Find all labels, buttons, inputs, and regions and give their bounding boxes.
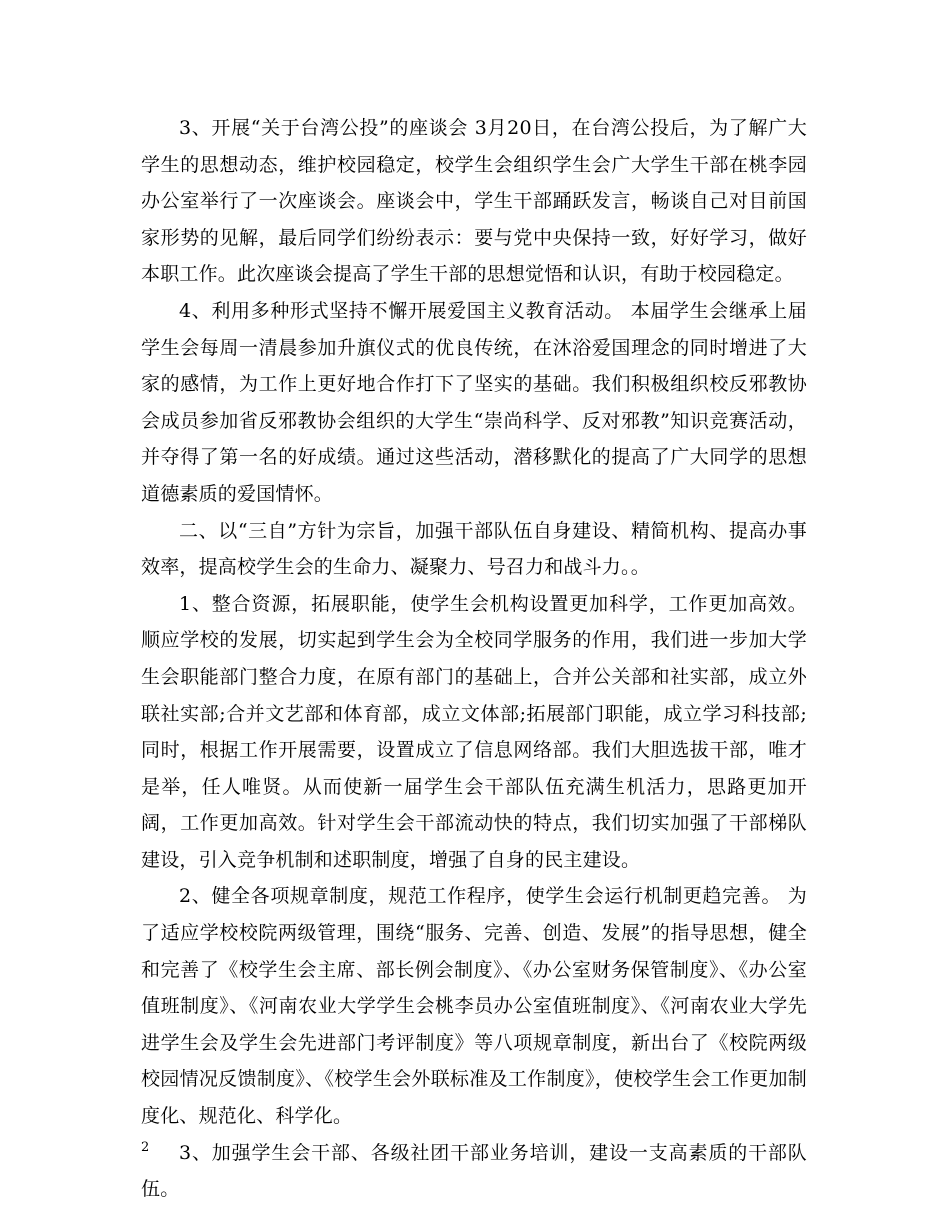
- paragraph: 1、整合资源，拓展职能，使学生会机构设置更加科学，工作更加高效。 顺应学校的发展，切实起到学生会为全校同学服务的作用，我们进一步加大学生会职能部门整合力度，在原有部门的基础上，合并公关部和社实部，成立外联社实部;合并文艺部和体育部，成立文体部;拓展部门职能，成立学习科技部;同时，根据工作开展需要，设置成立了信息网络部。我们大胆选拔干部，唯才是举，任人唯贤。从而使新一届学生会干部队伍充满生机活力，思路更加开阔，工作更加高效。针对学生会干部流动快的特点，我们切实加强了干部梯队建设，引入竞争机制和述职制度，增强了自身的民主建设。: [141, 592, 807, 871]
- document-body: [141, 110, 807, 1208]
- paragraph: 3、加强学生会干部、各级社团干部业务培训，建设一支高素质的干部队伍。: [141, 1141, 807, 1201]
- paragraph: 二、以“三自”方针为宗旨，加强干部队伍自身建设、精简机构、提高办事效率，提高校学生会的生命力、凝聚力、号召力和战斗力。。: [141, 519, 807, 579]
- paragraph: 3、开展“关于台湾公投”的座谈会 3月20日，在台湾公投后，为了解广大学生的思想动态，维护校园稳定，校学生会组织学生会广大学生干部在桃李园办公室举行了一次座谈会。座谈会中，学生干部踊跃发言，畅谈自己对目前国家形势的见解，最后同学们纷纷表示：要与党中央保持一致，好好学习，做好本职工作。此次座谈会提高了学生干部的思想觉悟和认识，有助于校园稳定。: [141, 117, 807, 286]
- page-number: 2: [141, 1140, 150, 1155]
- paragraph: 2、健全各项规章制度，规范工作程序，使学生会运行机制更趋完善。 为了适应学校校院两级管理，围绕“服务、完善、创造、发展”的指导思想，健全和完善了《校学生会主席、部长例会制度》、《办公室财务保管制度》、《办公室值班制度》、《河南农业大学学生会桃李员办公室值班制度》、《河南农业大学先进学生会及学生会先进部门考评制度》等八项规章制度，新出台了《校院两级校园情况反馈制度》、《校学生会外联标准及工作制度》，使校学生会工作更加制度化、规范化、科学化。: [141, 885, 807, 1128]
- paragraph: 4、利用多种形式坚持不懈开展爱国主义教育活动。 本届学生会继承上届学生会每周一清晨参加升旗仪式的优良传统，在沐浴爱国理念的同时增进了大家的感情，为工作上更好地合作打下了坚实的基础。我们积极组织校反邪教协会成员参加省反邪教协会组织的大学生“崇尚科学、反对邪教”知识竞赛活动，并夺得了第一名的好成绩。通过这些活动，潜移默化的提高了广大同学的思想道德素质的爱国情怀。: [141, 299, 807, 505]
